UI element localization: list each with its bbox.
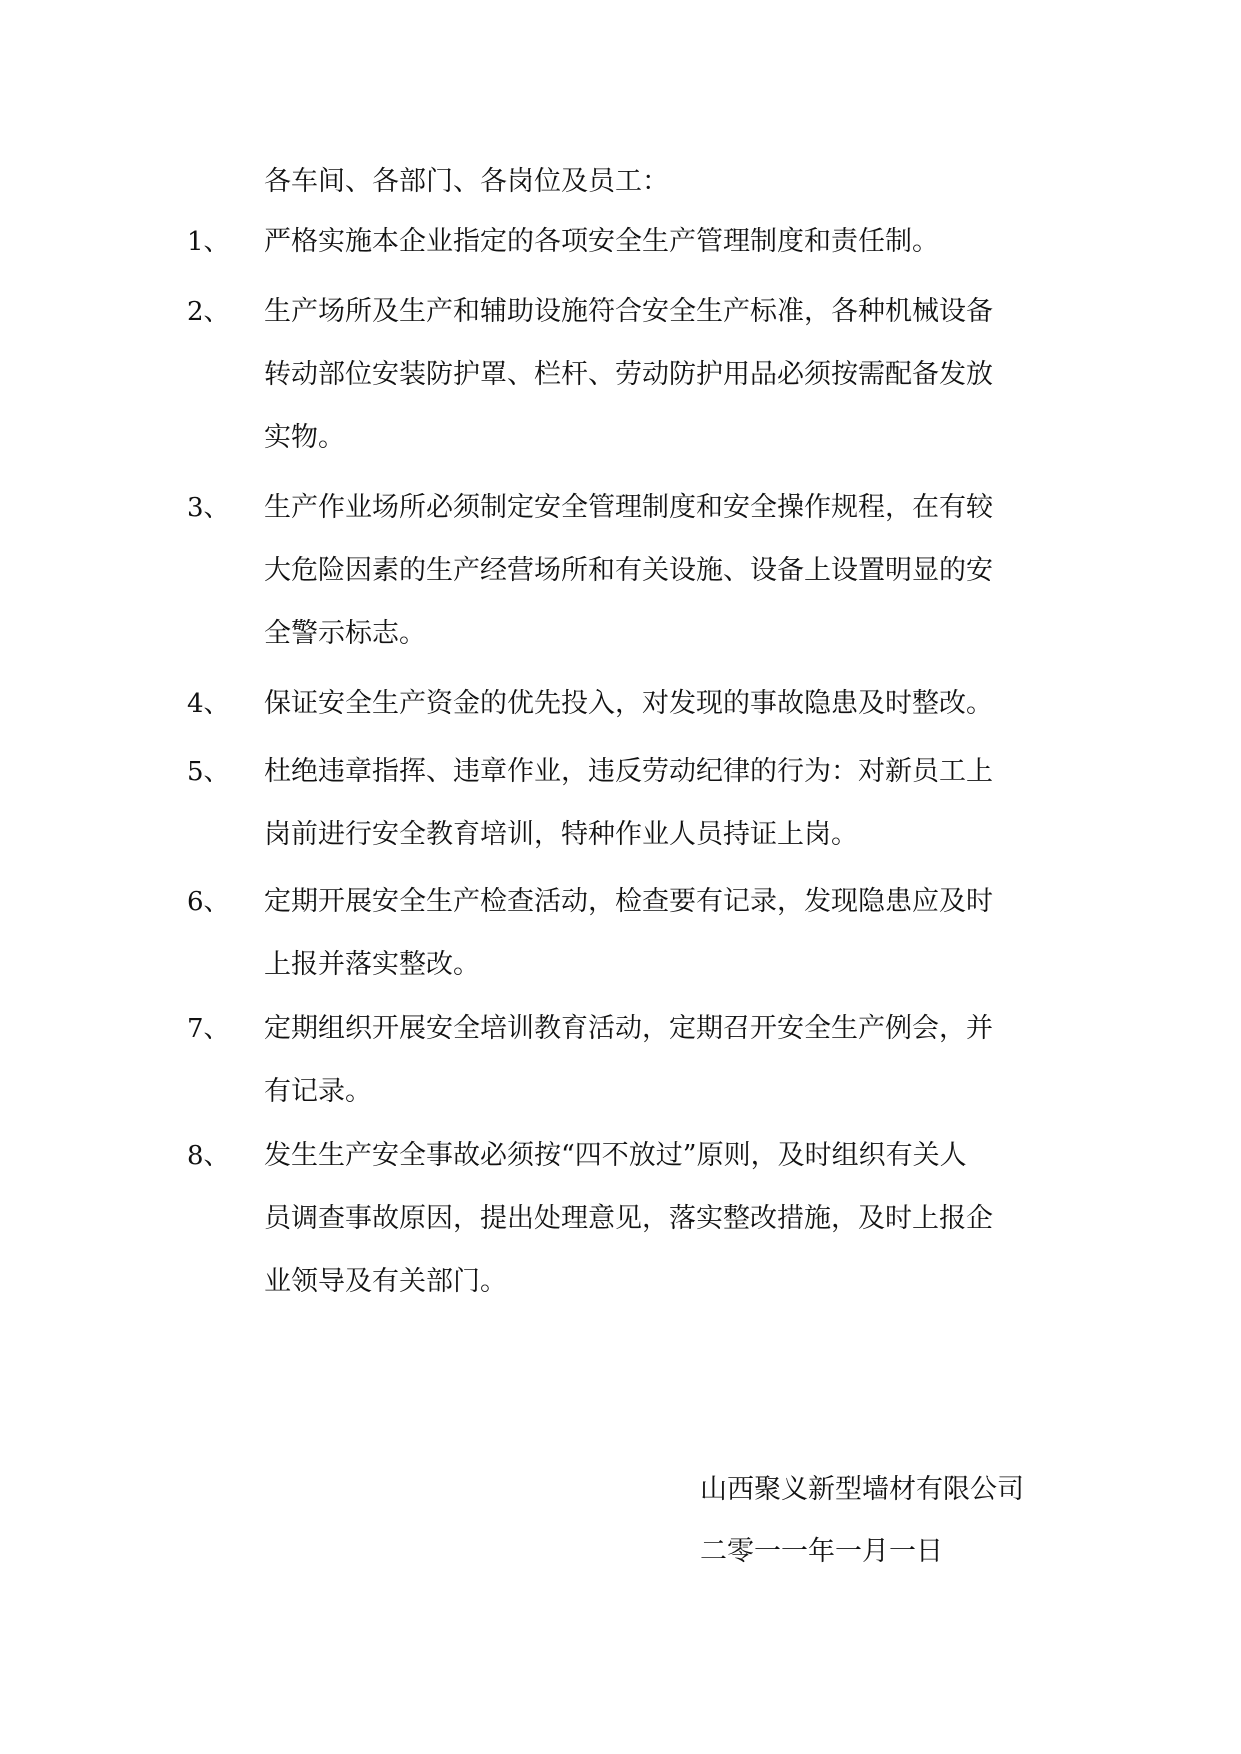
item-number: 8、 (187, 1141, 230, 1171)
item-text-line: 大危险因素的生产经营场所和有关设施、设备上设置明显的安 (264, 555, 993, 586)
item-number: 5、 (187, 757, 230, 787)
item-text-line: 上报并落实整改。 (264, 949, 480, 980)
item-text-line: 保证安全生产资金的优先投入，对发现的事故隐患及时整改。 (264, 688, 993, 719)
item-text-line: 杜绝违章指挥、违章作业，违反劳动纪律的行为：对新员工上 (264, 756, 993, 787)
greeting: 各车间、各部门、各岗位及员工： (264, 166, 669, 197)
item-text-line: 有记录。 (264, 1076, 372, 1107)
item-text-line: 定期开展安全生产检查活动，检查要有记录，发现隐患应及时 (264, 886, 993, 917)
item-number: 1、 (187, 227, 230, 257)
signature-date: 二零一一年一月一日 (700, 1536, 943, 1567)
item-text-line: 严格实施本企业指定的各项安全生产管理制度和责任制。 (264, 226, 939, 257)
item-text-line: 实物。 (264, 422, 345, 453)
item-text-line: 全警示标志。 (264, 618, 426, 649)
item-text-line: 业领导及有关部门。 (264, 1266, 507, 1297)
item-text-line: 生产场所及生产和辅助设施符合安全生产标准，各种机械设备 (264, 296, 993, 327)
item-text-line: 员调查事故原因，提出处理意见，落实整改措施，及时上报企 (264, 1203, 993, 1234)
item-text-line: 转动部位安装防护罩、栏杆、劳动防护用品必须按需配备发放 (264, 359, 993, 390)
item-text-line: 岗前进行安全教育培训，特种作业人员持证上岗。 (264, 819, 858, 850)
item-number: 4、 (187, 689, 230, 719)
item-text-line: 生产作业场所必须制定安全管理制度和安全操作规程，在有较 (264, 492, 993, 523)
item-number: 6、 (187, 887, 230, 917)
item-text-line: 定期组织开展安全培训教育活动，定期召开安全生产例会，并 (264, 1013, 993, 1044)
item-text-line: 发生生产安全事故必须按“四不放过”原则，及时组织有关人 (264, 1140, 967, 1171)
item-number: 7、 (187, 1014, 230, 1044)
item-number: 3、 (187, 493, 230, 523)
item-number: 2、 (187, 297, 230, 327)
signature-company: 山西聚义新型墙材有限公司 (700, 1474, 1024, 1505)
